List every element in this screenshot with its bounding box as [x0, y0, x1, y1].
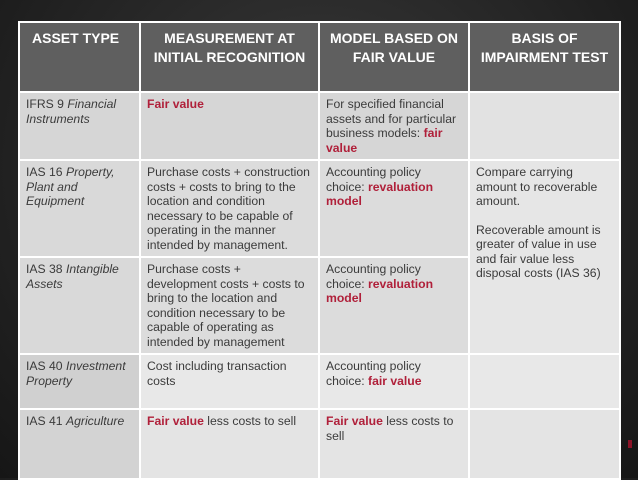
- asset-type-cell: IAS 40 Investment Property: [19, 354, 140, 409]
- fair-value-model-cell: Accounting policy choice: revaluation model: [319, 257, 469, 354]
- table-row: [19, 354, 620, 409]
- initial-measurement-cell: Purchase costs + development costs + costs to bring to the location and condition necessary to be capable of operating as intended by management: [140, 257, 319, 354]
- table-row: [19, 92, 620, 160]
- header-asset-type: ASSET TYPE: [19, 22, 140, 92]
- fair-value-model-cell: Accounting policy choice: revaluation model: [319, 160, 469, 257]
- header-initial-measurement: MEASUREMENT AT INITIAL RECOGNITION: [140, 22, 319, 92]
- asset-type-cell: IAS 38 Intangible Assets: [19, 257, 140, 354]
- initial-measurement-cell: Fair value less costs to sell: [140, 409, 319, 479]
- asset-type-cell: IFRS 9 Financial Instruments: [19, 92, 140, 160]
- table-row: [19, 409, 620, 479]
- asset-type-cell: IAS 16 Property, Plant and Equipment: [19, 160, 140, 257]
- initial-measurement-cell: Cost including transaction costs: [140, 354, 319, 409]
- asset-type-cell: IAS 41 Agriculture: [19, 409, 140, 479]
- impairment-basis-cell: [469, 160, 620, 354]
- slide-corner-accent: [628, 440, 632, 448]
- header-impairment-basis: BASIS OF IMPAIRMENT TEST: [469, 22, 620, 92]
- impairment-text-2: Recoverable amount is greater of value in use and fair value less disposal costs (IAS 36): [476, 222, 601, 280]
- impairment-basis-cell: [469, 409, 620, 479]
- impairment-basis-cell: [469, 354, 620, 409]
- asset-measurement-table: [18, 21, 621, 480]
- header-fair-value-model: MODEL BASED ON FAIR VALUE: [319, 22, 469, 92]
- fair-value-model-cell: Accounting policy choice: fair value: [319, 354, 469, 409]
- impairment-text-1: Compare carrying amount to recoverable amount.: [476, 165, 598, 208]
- impairment-basis-cell: [469, 92, 620, 160]
- initial-measurement-cell: Purchase costs + construction costs + costs to bring to the location and condition necessary to be capable of operating in the manner intended by management.: [140, 160, 319, 257]
- fair-value-model-cell: Fair value less costs to sell: [319, 409, 469, 479]
- table-row: [19, 160, 620, 257]
- fair-value-model-cell: For specified financial assets and for particular business models: fair value: [319, 92, 469, 160]
- initial-measurement-cell: Fair value: [140, 92, 319, 160]
